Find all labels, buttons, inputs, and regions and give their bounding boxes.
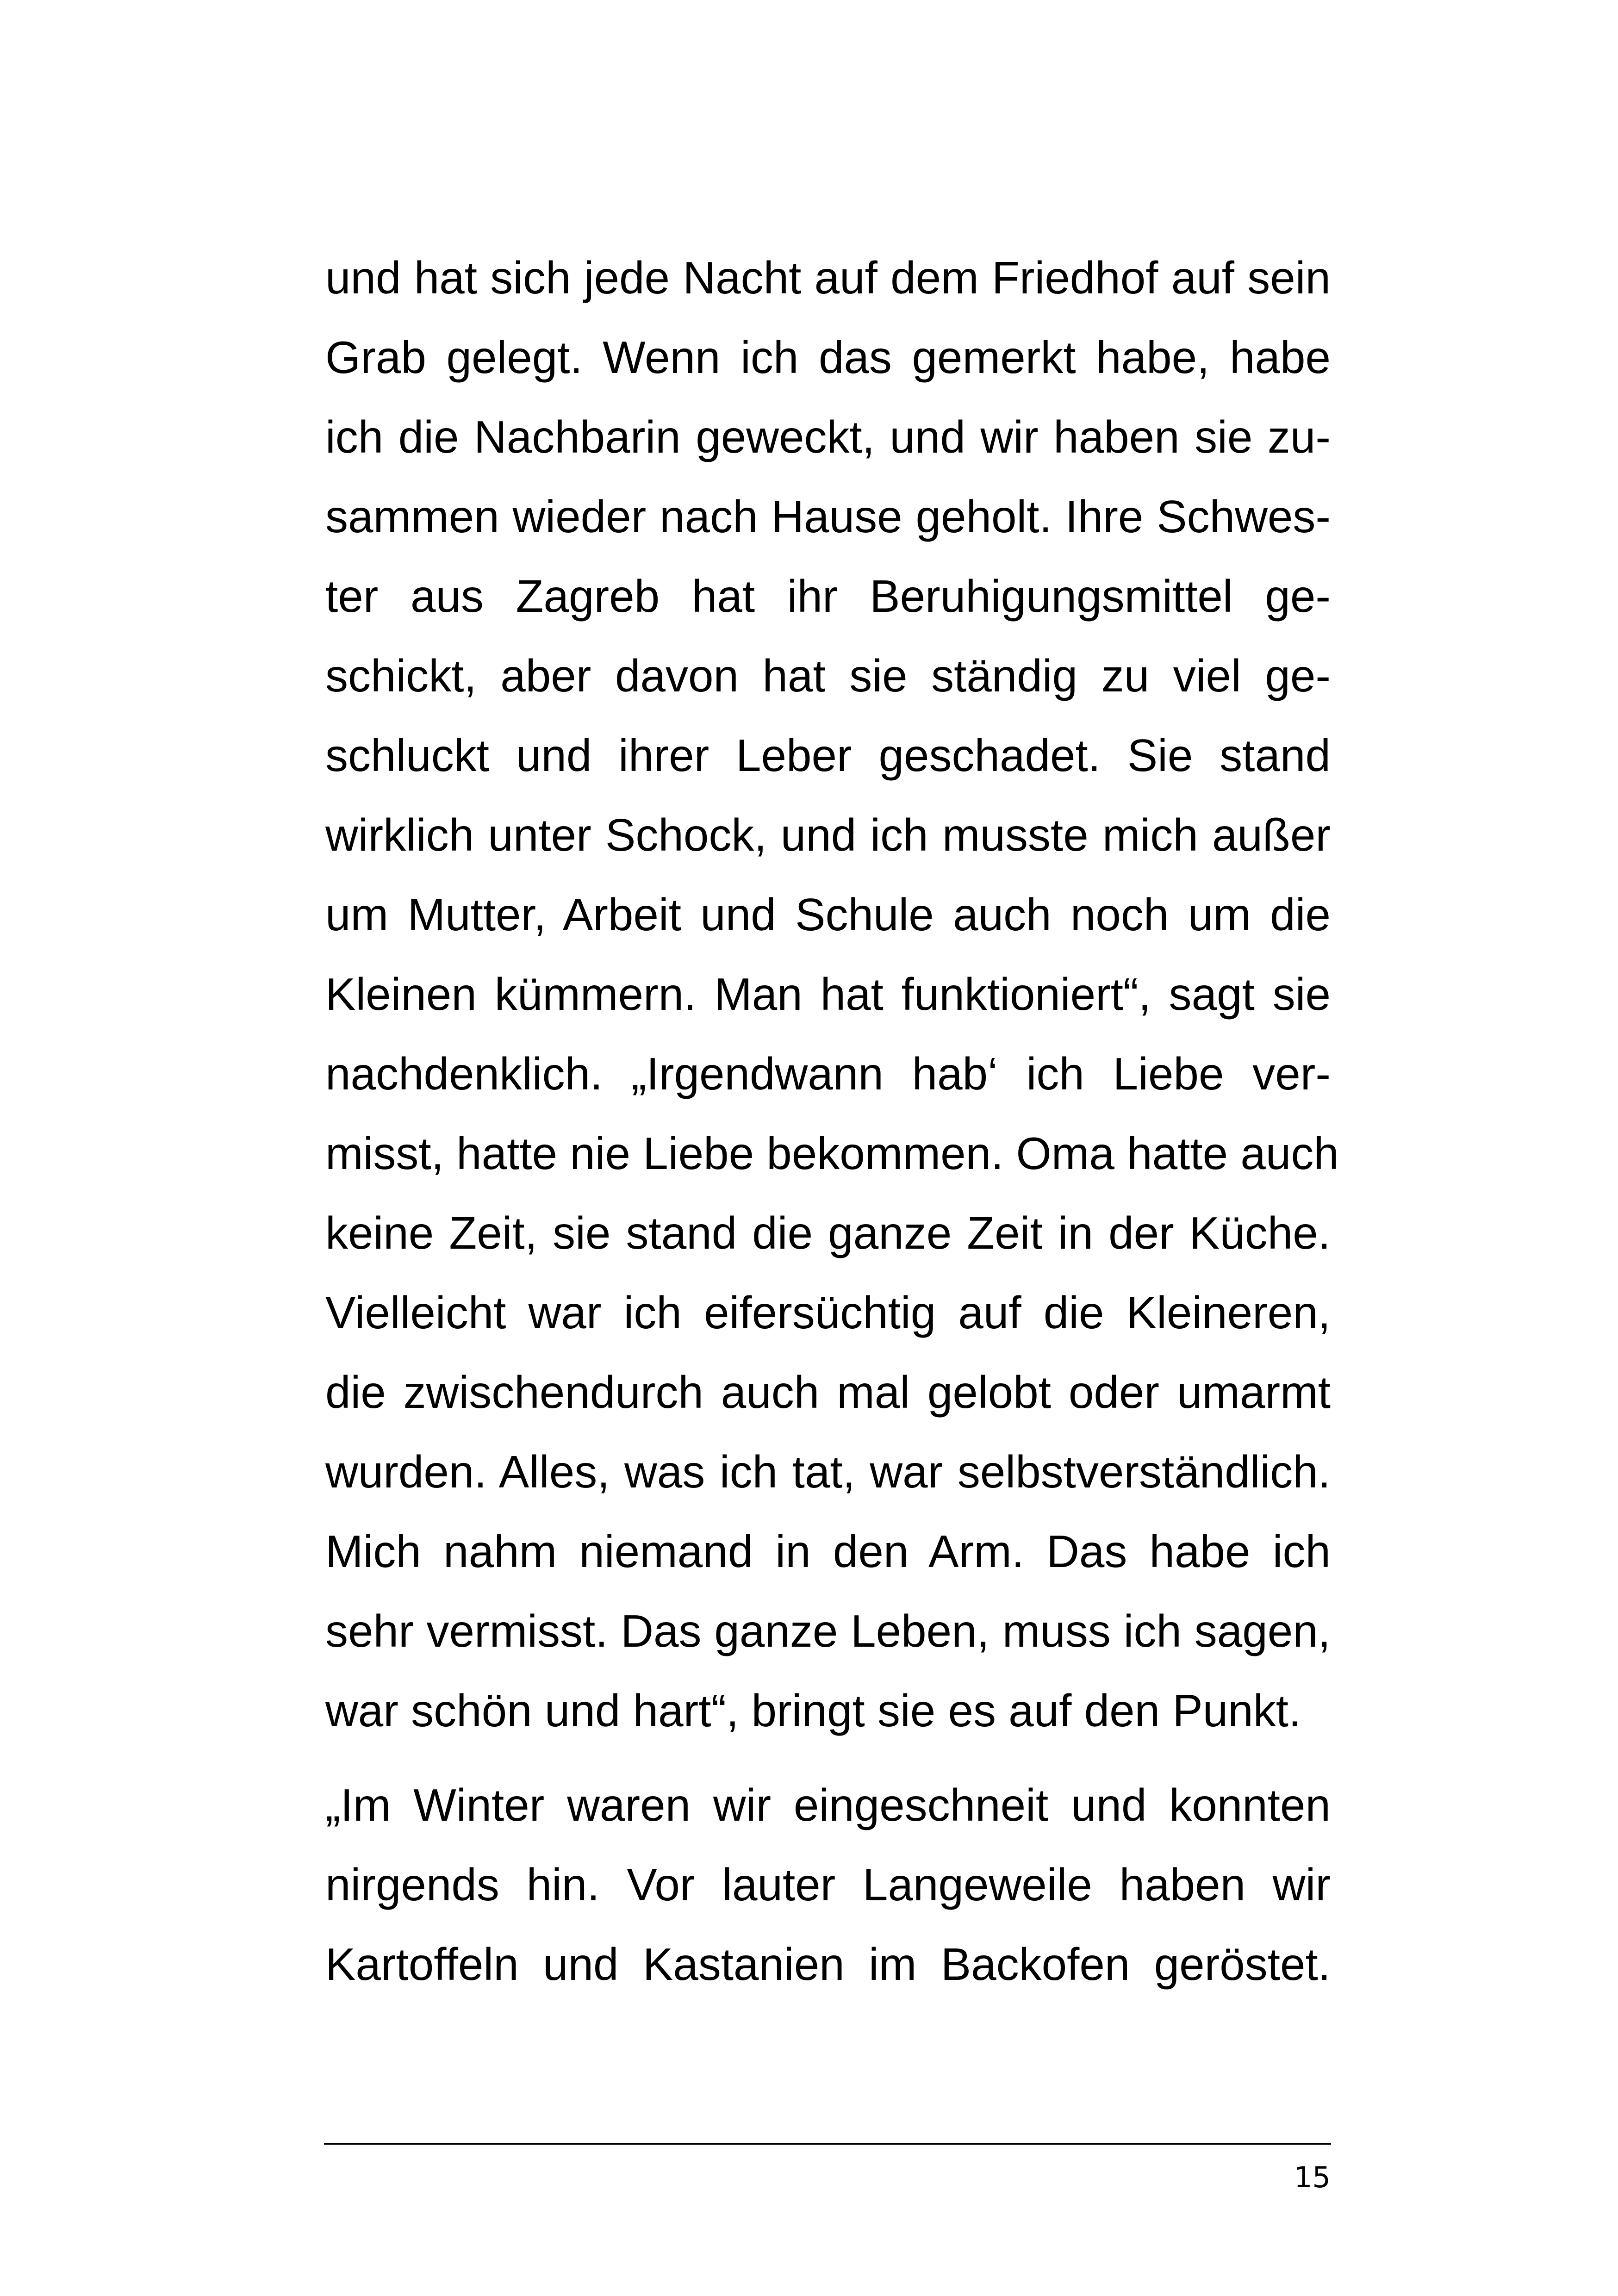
text-line: und hat sich jede Nacht auf dem Friedhof auf sein [325, 252, 1331, 303]
text-line: schickt, aber davon hat sie ständig zu viel ge- [325, 650, 1331, 701]
text-line: sammen wieder nach Hause geholt. Ihre Schwes- [325, 491, 1331, 542]
text-line: war schön und hart“, bringt sie es auf den Punkt. [325, 1685, 1301, 1736]
text-line: die zwischendurch auch mal gelobt oder umarmt [325, 1367, 1331, 1418]
text-line: schluckt und ihrer Leber geschadet. Sie stand [325, 730, 1331, 781]
page-number: 15 [1294, 2160, 1331, 2194]
text-line: ich die Nachbarin geweckt, und wir haben sie zu- [325, 411, 1331, 462]
text-line: wirklich unter Schock, und ich musste mich außer [325, 809, 1331, 860]
text-line: Kleinen kümmern. Man hat funktioniert“, sagt sie [325, 969, 1331, 1020]
text-line: nachdenklich. „Irgendwann hab‘ ich Liebe ver- [325, 1048, 1331, 1099]
text-line: wurden. Alles, was ich tat, war selbstverständlich. [325, 1446, 1331, 1497]
text-line: sehr vermisst. Das ganze Leben, muss ich sagen, [325, 1605, 1331, 1656]
text-line: um Mutter, Arbeit und Schule auch noch um die [325, 889, 1331, 940]
text-line: misst, hatte nie Liebe bekommen. Oma hatte auch [325, 1128, 1339, 1179]
text-line: Mich nahm niemand in den Arm. Das habe ich [325, 1526, 1331, 1577]
text-line: Grab gelegt. Wenn ich das gemerkt habe, habe [325, 332, 1331, 383]
text-line: nirgends hin. Vor lauter Langeweile haben wir [325, 1859, 1331, 1910]
footer-rule [324, 2143, 1331, 2145]
text-line: ter aus Zagreb hat ihr Beruhigungsmittel ge- [325, 571, 1331, 622]
text-line: keine Zeit, sie stand die ganze Zeit in der Küche. [325, 1207, 1331, 1258]
text-line: „Im Winter waren wir eingeschneit und konnten [325, 1780, 1331, 1830]
text-line: Vielleicht war ich eifersüchtig auf die Kleineren, [325, 1287, 1331, 1338]
text-line: Kartoffeln und Kastanien im Backofen geröstet. [325, 1939, 1331, 1990]
